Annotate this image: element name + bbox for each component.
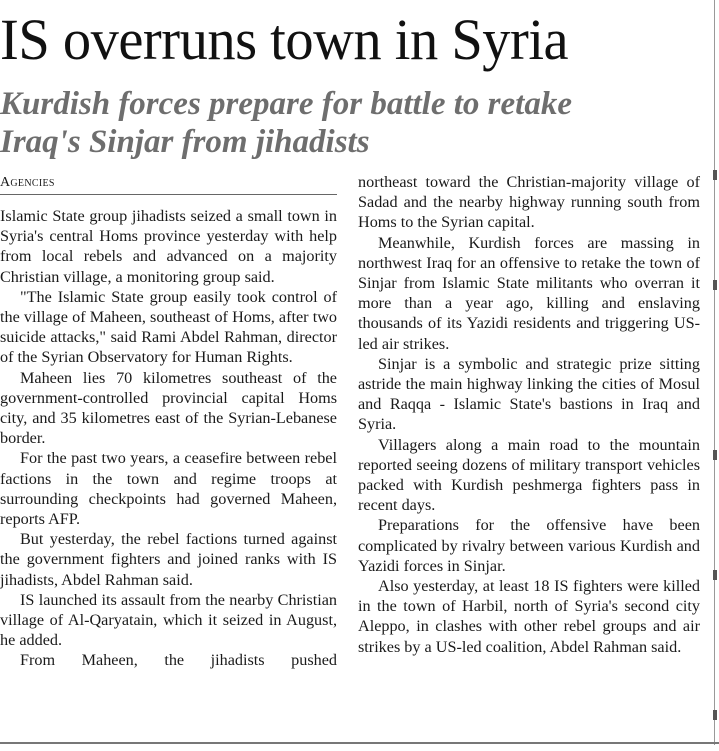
paragraph: Meanwhile, Kurdish forces are massing in northwest Iraq for an offensive to retake the town of Sinjar from Islamic State militants who overran it more than a year ago, killing and enslaving thousands of its Yazidi residents and triggering US-led air strikes. — [358, 233, 700, 353]
edge-mark — [713, 280, 717, 290]
paragraph: Villagers along a main road to the mountain reported seeing dozens of military transport vehicles packed with Kurdish peshmerga fighters pass in recent days. — [358, 435, 700, 515]
paragraph: For the past two years, a ceasefire between rebel factions in the town and regime troops at surrounding checkpoints had governed Maheen, reports AFP. — [0, 449, 337, 529]
subheadline-line-1: Kurdish forces prepare for battle to retake — [0, 86, 572, 122]
paragraph: "The Islamic State group easily took control of the village of Maheen, southeast of Homs, after two suicide attacks," said Rami Abdel Rahman, director of the Syrian Observatory for Human Rights. — [0, 287, 337, 367]
subheadline — [0, 85, 719, 161]
paragraph: Maheen lies 70 kilometres southeast of the government-controlled provincial capital Homs city, and 35 kilometres east of the Syrian-Lebanese border. — [0, 368, 337, 448]
paragraph: Also yesterday, at least 18 IS fighters were killed in the town of Harbil, north of Syria's second city Aleppo, in clashes with other rebel groups and air strikes by a US-led coalition, Abdel Rahman said. — [358, 577, 700, 656]
bottom-rule — [0, 742, 719, 744]
edge-mark — [713, 450, 717, 460]
paragraph: Sinjar is a symbolic and strategic prize sitting astride the main highway linking the cities of Mosul and Raqqa - Islamic State's bastions in Iraq and Syria. — [358, 354, 700, 434]
byline: Agencies — [0, 173, 337, 195]
edge-mark — [713, 170, 717, 180]
article-column-right — [358, 172, 700, 657]
paragraph: Islamic State group jihadists seized a small town in Syria's central Homs province yesterday with help from local rebels and advanced on a majority Christian village, a monitoring group said. — [0, 207, 337, 286]
paragraph: IS launched its assault from the nearby Christian village of Al-Qaryatain, which it seized in August, he added. — [0, 590, 337, 650]
paragraph: But yesterday, the rebel factions turned against the government fighters and joined ranks with IS jihadists, Abdel Rahman said. — [0, 530, 337, 589]
paragraph: northeast toward the Christian-majority village of Sadad and the nearby highway running south from Homs to the Syrian capital. — [358, 173, 700, 232]
edge-mark — [713, 570, 717, 580]
edge-mark — [713, 710, 717, 720]
article-column-left — [0, 206, 337, 671]
headline: IS overruns town in Syria — [0, 7, 569, 72]
paragraph: Preparations for the offensive have been complicated by rivalry between various Kurdish and Yazidi forces in Sinjar. — [358, 516, 700, 575]
paragraph: From Maheen, the jihadists pushed — [20, 651, 337, 670]
page-edge-marks — [709, 150, 719, 750]
subheadline-line-2: Iraq's Sinjar from jihadists — [0, 124, 370, 160]
